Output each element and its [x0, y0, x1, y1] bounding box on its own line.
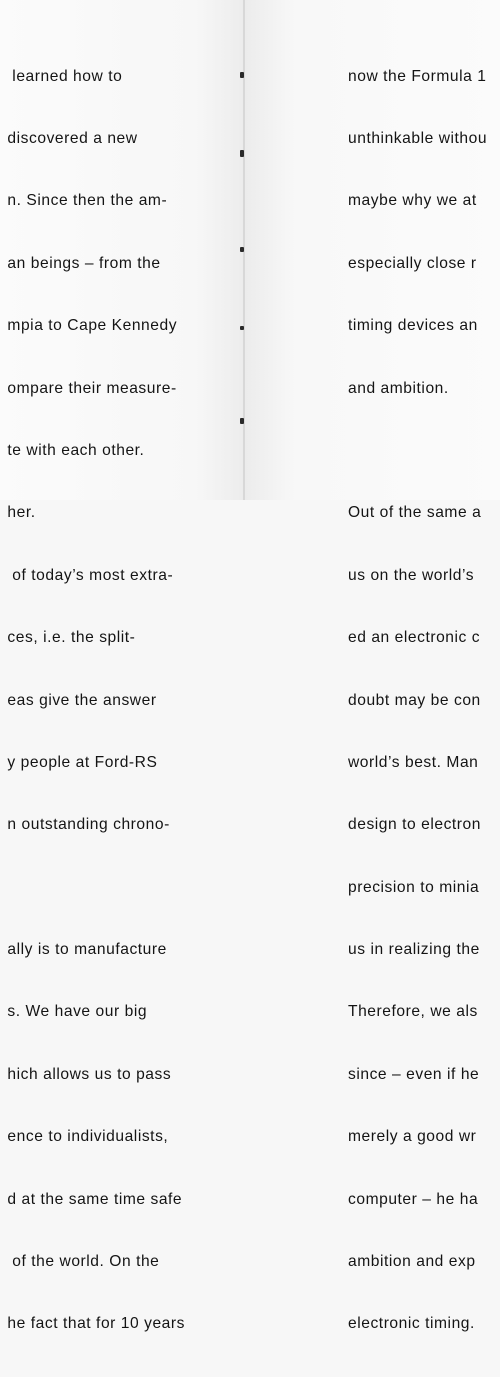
- left-line: eas give the answer: [7, 691, 157, 709]
- right-line: doubt may be con: [348, 691, 481, 709]
- binding-staple: [240, 150, 244, 157]
- right-line: ed an electronic c: [348, 629, 481, 647]
- left-page: [0, 0, 245, 1333]
- right-line: computer – he ha: [348, 1190, 479, 1208]
- right-line: maybe why we at: [348, 192, 477, 210]
- binding-staple: [240, 72, 244, 78]
- left-line: of the world. On the: [7, 1253, 160, 1271]
- right-line: timing devices an: [348, 317, 478, 335]
- right-line: us in realizing the: [348, 941, 480, 959]
- left-line: discovered a new: [7, 129, 138, 147]
- left-line: ally is to manufacture: [7, 941, 167, 959]
- binding-staple: [240, 326, 244, 330]
- right-line: electronic timing.: [348, 1315, 475, 1333]
- right-line: us on the world’s: [348, 566, 475, 584]
- left-line: an beings – from the: [7, 254, 161, 272]
- left-line: te with each other.: [7, 441, 145, 459]
- right-line: Out of the same a: [348, 504, 482, 522]
- left-line: ompare their measure-: [7, 379, 177, 397]
- left-line: y people at Ford-RS: [7, 753, 158, 771]
- left-line: learned how to: [7, 67, 123, 85]
- right-line: merely a good wr: [348, 1128, 477, 1146]
- right-line: precision to minia: [348, 878, 480, 896]
- right-line: especially close r: [348, 254, 477, 272]
- binding-staple: [240, 247, 244, 252]
- binding-staple: [240, 418, 244, 424]
- left-line: ces, i.e. the split-: [7, 629, 136, 647]
- right-line: now the Formula 1: [348, 67, 487, 85]
- left-line: d at the same time safe: [7, 1190, 183, 1208]
- paragraph-gap: [7, 878, 185, 899]
- paragraph-gap: [348, 441, 487, 462]
- left-line: n. Since then the am-: [7, 192, 168, 210]
- right-page: [245, 0, 500, 1333]
- right-line: unthinkable withou: [348, 129, 488, 147]
- right-line: since – even if he: [348, 1065, 480, 1083]
- left-line: of today’s most extra-: [7, 566, 174, 584]
- right-line: Therefore, we als: [348, 1003, 478, 1021]
- left-line: ence to individualists,: [7, 1128, 169, 1146]
- left-line: he fact that for 10 years: [7, 1315, 185, 1333]
- left-line: n outstanding chrono-: [7, 816, 170, 834]
- left-page-text: [7, 25, 185, 1377]
- right-line: and ambition.: [348, 379, 449, 397]
- left-line: s. We have our big: [7, 1003, 148, 1021]
- right-line: design to electron: [348, 816, 481, 834]
- right-line: ambition and exp: [348, 1253, 476, 1271]
- right-line: world’s best. Man: [348, 753, 479, 771]
- left-line: her.: [7, 504, 36, 522]
- right-page-text: [348, 25, 487, 1377]
- left-line: mpia to Cape Kennedy: [7, 317, 178, 335]
- left-line: hich allows us to pass: [7, 1065, 172, 1083]
